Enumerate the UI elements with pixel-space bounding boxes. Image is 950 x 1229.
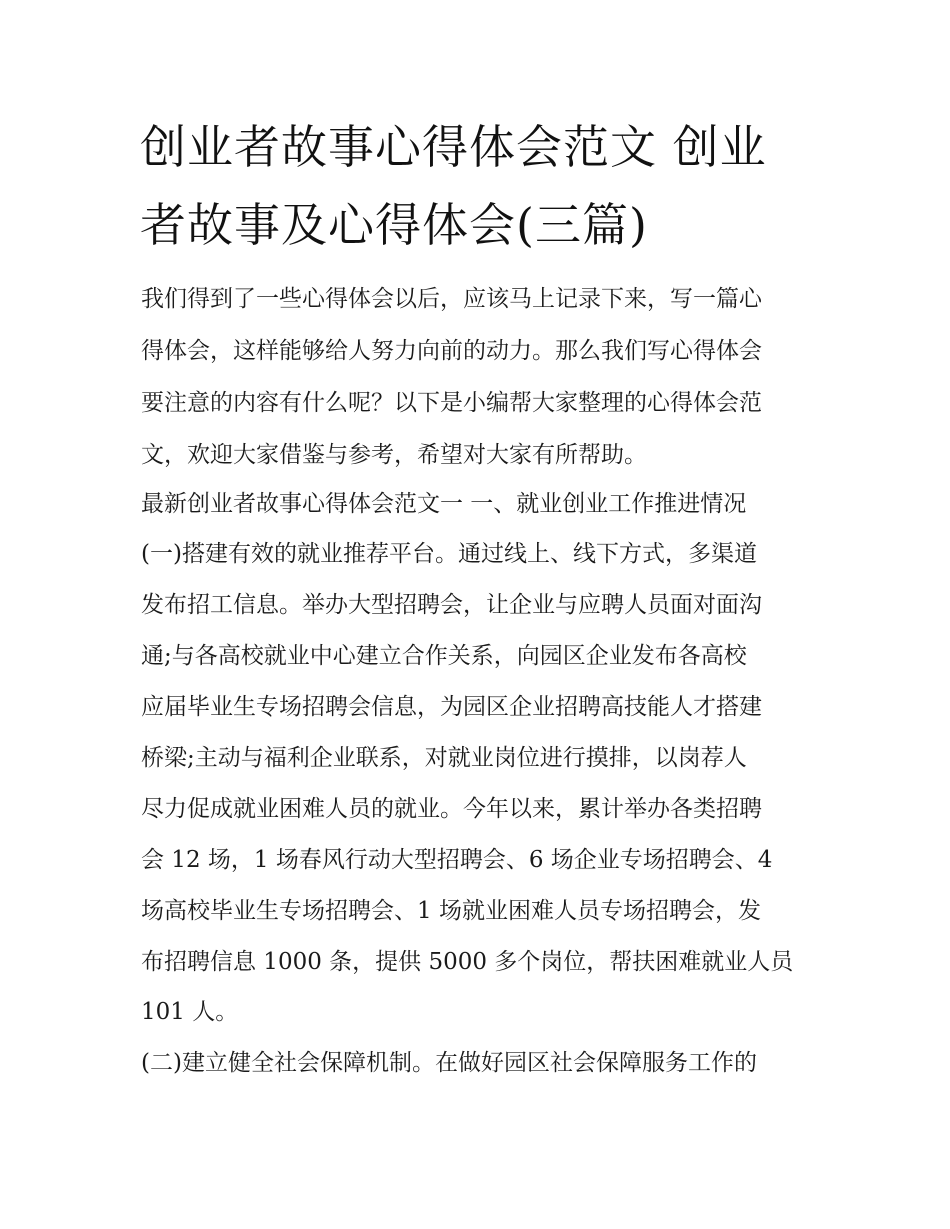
body-text-line: 尽力促成就业困难人员的就业。今年以来，累计举办各类招聘 <box>141 796 762 822</box>
body-text-line: 我们得到了一些心得体会以后，应该马上记录下来，写一篇心 <box>141 286 762 312</box>
section-heading-line: 最新创业者故事心得体会范文一 一、就业创业工作推进情况 <box>141 491 747 517</box>
body-text-line: 文，欢迎大家借鉴与参考，希望对大家有所帮助。 <box>141 442 647 468</box>
body-text-line: 得体会，这样能够给人努力向前的动力。那么我们写心得体会 <box>141 338 762 364</box>
document-title-line-2: 者故事及心得体会(三篇) <box>140 198 648 252</box>
body-text-line: 布招聘信息 1000 条，提供 5000 多个岗位，帮扶困难就业人员 <box>141 949 794 975</box>
body-text-line: 会 12 场，1 场春风行动大型招聘会、6 场企业专场招聘会、4 <box>141 847 773 873</box>
body-text-line: 要注意的内容有什么呢？以下是小编帮大家整理的心得体会范 <box>141 390 762 416</box>
body-text-line: 101 人。 <box>141 999 239 1025</box>
body-text-line: 发布招工信息。举办大型招聘会，让企业与应聘人员面对面沟 <box>141 592 762 618</box>
body-text-line: (二)建立健全社会保障机制。在做好园区社会保障服务工作的 <box>141 1050 757 1076</box>
body-text-line: 应届毕业生专场招聘会信息，为园区企业招聘高技能人才搭建 <box>141 694 762 720</box>
body-text-line: 通;与各高校就业中心建立合作关系，向园区企业发布各高校 <box>141 643 747 669</box>
body-text-line: (一)搭建有效的就业推荐平台。通过线上、线下方式，多渠道 <box>141 541 757 567</box>
document-title-line-1: 创业者故事心得体会范文 创业 <box>140 120 767 174</box>
body-text-line: 场高校毕业生专场招聘会、1 场就业困难人员专场招聘会，发 <box>141 898 761 924</box>
body-text-line: 桥梁;主动与福利企业联系，对就业岗位进行摸排，以岗荐人 <box>141 745 747 771</box>
